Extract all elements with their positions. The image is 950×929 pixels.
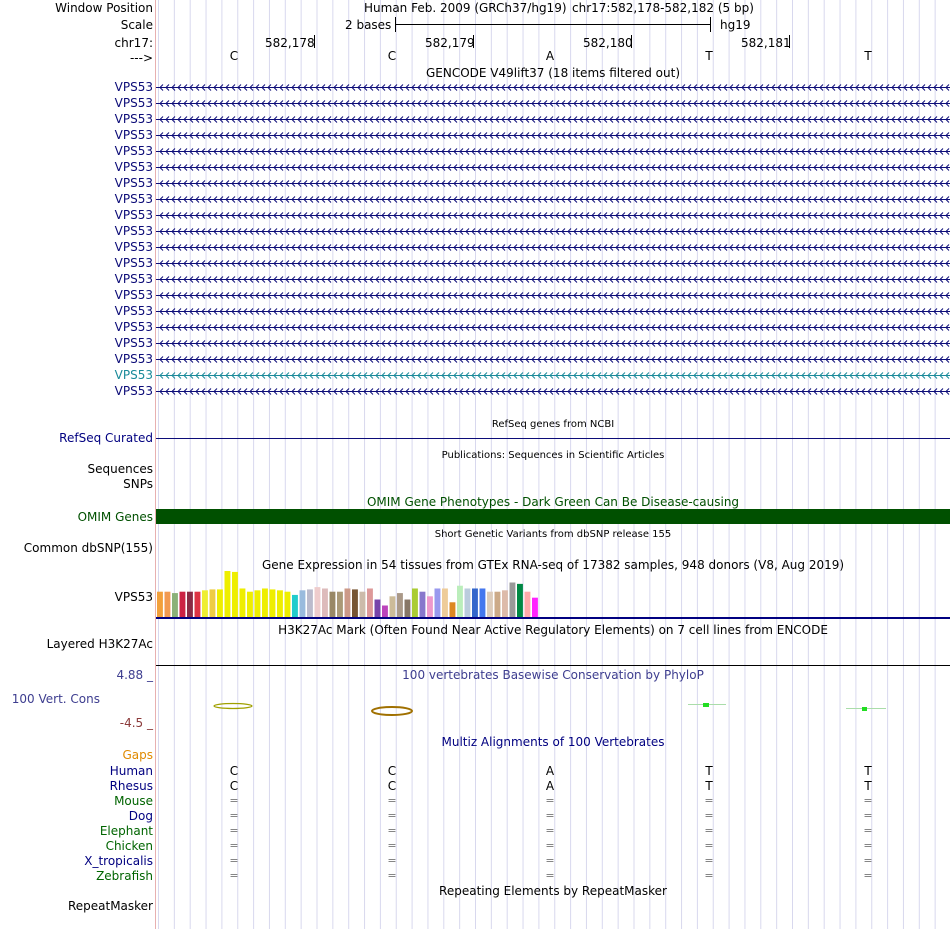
gtex-bar	[420, 592, 426, 617]
cons-min-label: -4.5 _	[119, 716, 153, 730]
alignment-base: =	[387, 809, 397, 822]
coord-label: 582,180	[583, 36, 633, 50]
ruler-base: T	[864, 49, 872, 63]
alignment-base: =	[229, 824, 239, 837]
alignment-base: =	[229, 809, 239, 822]
gtex-track-title[interactable]: Gene Expression in 54 tissues from GTEx RNA-seq of 17382 samples, 948 donors (V8, Aug 2019)	[261, 558, 845, 572]
species-label[interactable]: Chicken	[105, 839, 153, 853]
gtex-bar	[360, 592, 366, 617]
position-text: chr17:582,178-582,182 (5 bp)	[572, 1, 754, 15]
gtex-bar	[382, 606, 388, 618]
alignment-base: =	[704, 854, 714, 867]
alignment-base: A	[545, 779, 555, 793]
alignment-base: =	[229, 854, 239, 867]
multiz-track-title[interactable]: Multiz Alignments of 100 Vertebrates	[441, 735, 665, 749]
alignment-base: A	[545, 764, 555, 778]
cons-max-label: 4.88 _	[116, 668, 153, 682]
cons-track-label[interactable]: 100 Vert. Cons	[11, 692, 100, 706]
alignment-base: =	[704, 824, 714, 837]
refseq-track-label[interactable]: RefSeq Curated	[59, 431, 153, 445]
gencode-item-label[interactable]: VPS53	[114, 368, 153, 382]
gtex-bar	[435, 588, 441, 617]
phylop-mark	[862, 707, 867, 711]
gtex-bar	[352, 589, 358, 617]
gtex-bar	[270, 589, 276, 617]
gtex-bar	[427, 596, 433, 617]
alignment-base: C	[387, 779, 397, 793]
gtex-bar	[367, 588, 373, 617]
gtex-bar	[457, 586, 463, 617]
gtex-bar	[217, 589, 223, 617]
chrom-label: chr17:	[114, 36, 153, 50]
gtex-bar	[390, 596, 396, 617]
gtex-bar	[255, 590, 261, 617]
gencode-item-label[interactable]: VPS53	[114, 272, 153, 286]
gtex-bar	[210, 589, 216, 617]
gtex-bar	[450, 602, 456, 617]
alignment-base: T	[705, 779, 713, 793]
alignment-base: =	[545, 824, 555, 837]
species-label[interactable]: Zebrafish	[96, 869, 153, 883]
alignment-base: C	[229, 764, 239, 778]
alignment-base: =	[545, 809, 555, 822]
alignment-base: C	[387, 764, 397, 778]
sequences-label[interactable]: Sequences	[87, 462, 153, 476]
ruler-base: A	[545, 49, 555, 63]
alignment-base: =	[545, 854, 555, 867]
gtex-bar	[292, 595, 298, 617]
gtex-bar	[525, 592, 531, 617]
gencode-item-label[interactable]: VPS53	[114, 240, 153, 254]
alignment-base: =	[229, 794, 239, 807]
alignment-base: =	[387, 839, 397, 852]
alignment-base: =	[387, 824, 397, 837]
species-label[interactable]: Rhesus	[109, 779, 153, 793]
gtex-bar	[262, 588, 268, 617]
species-label[interactable]: Human	[109, 764, 153, 778]
strand-label: --->	[129, 51, 153, 65]
ruler-base: C	[387, 49, 397, 63]
gencode-item-label[interactable]: VPS53	[114, 224, 153, 238]
species-label[interactable]: X_tropicalis	[84, 854, 153, 868]
alignment-base: =	[704, 794, 714, 807]
gencode-item-label[interactable]: VPS53	[114, 208, 153, 222]
gencode-item-label[interactable]: VPS53	[114, 128, 153, 142]
gtex-bar	[315, 587, 321, 617]
gtex-bar	[277, 590, 283, 617]
scale-text: 2 bases	[345, 18, 392, 32]
alignment-base: =	[704, 869, 714, 882]
alignment-base: =	[863, 824, 873, 837]
gtex-bar	[487, 592, 493, 617]
gtex-bar	[300, 590, 306, 617]
alignment-base: =	[863, 794, 873, 807]
gtex-bar	[330, 592, 336, 617]
gencode-item-label[interactable]: VPS53	[114, 320, 153, 334]
species-label[interactable]: Elephant	[99, 824, 153, 838]
gencode-item-label[interactable]: VPS53	[114, 304, 153, 318]
ruler-base: T	[705, 49, 713, 63]
gtex-bar	[172, 593, 178, 617]
gtex-bar	[405, 600, 411, 617]
gtex-bar	[195, 592, 201, 617]
cons-track-title[interactable]: 100 vertebrates Basewise Conservation by PhyloP	[402, 668, 704, 682]
gtex-bar	[412, 588, 418, 617]
gtex-bar	[502, 590, 508, 617]
alignment-base: =	[387, 794, 397, 807]
alignment-base: =	[387, 854, 397, 867]
gencode-item-label[interactable]: VPS53	[114, 256, 153, 270]
phylop-mark	[372, 707, 412, 715]
gtex-bar	[480, 588, 486, 617]
dbsnp-track-label[interactable]: Common dbSNP(155)	[23, 541, 153, 555]
gtex-bar	[472, 588, 478, 617]
alignment-base: =	[863, 854, 873, 867]
gencode-track-title[interactable]: GENCODE V49lift37 (18 items filtered out)	[425, 66, 680, 80]
gtex-bar	[397, 593, 403, 617]
alignment-base: =	[387, 869, 397, 882]
gtex-bar	[157, 592, 163, 617]
gencode-item-label[interactable]: VPS53	[114, 144, 153, 158]
alignment-base: =	[863, 809, 873, 822]
gtex-bar	[240, 588, 246, 617]
gencode-item-label[interactable]: VPS53	[114, 384, 153, 398]
gtex-bar	[225, 571, 231, 617]
alignment-base: =	[704, 839, 714, 852]
alignment-base: =	[229, 839, 239, 852]
coord-label: 582,179	[425, 36, 475, 50]
snps-label[interactable]: SNPs	[123, 477, 153, 491]
gtex-bar	[495, 592, 501, 617]
alignment-base: T	[864, 764, 872, 778]
gencode-item-label[interactable]: VPS53	[114, 192, 153, 206]
gtex-bar	[165, 592, 171, 617]
coord-label: 582,181	[741, 36, 791, 50]
gtex-bar	[375, 600, 381, 617]
h3k27ac-track-label[interactable]: Layered H3K27Ac	[46, 637, 153, 651]
repeatmasker-track-label[interactable]: RepeatMasker	[67, 899, 153, 913]
alignment-base: =	[704, 809, 714, 822]
repeatmasker-track-title[interactable]: Repeating Elements by RepeatMasker	[439, 884, 667, 898]
alignment-base: T	[864, 779, 872, 793]
gtex-bar	[232, 572, 238, 617]
gtex-bar	[180, 592, 186, 617]
refseq-track-title[interactable]: RefSeq genes from NCBI	[491, 419, 615, 430]
gencode-item-label[interactable]: VPS53	[114, 336, 153, 350]
omim-bar	[156, 509, 950, 524]
gencode-item-label[interactable]: VPS53	[114, 288, 153, 302]
gtex-bar	[510, 583, 516, 618]
gtex-bar	[517, 584, 523, 617]
gencode-item-label[interactable]: VPS53	[114, 112, 153, 126]
gtex-bar	[345, 588, 351, 617]
alignment-base: =	[229, 869, 239, 882]
db-text: hg19	[720, 18, 751, 32]
gencode-item-label[interactable]: VPS53	[114, 80, 153, 94]
phylop-mark	[703, 703, 709, 707]
gtex-bar	[532, 598, 538, 617]
gtex-gene-label[interactable]: VPS53	[114, 590, 153, 604]
alignment-base: C	[229, 779, 239, 793]
gtex-bar	[285, 592, 291, 617]
gtex-bar	[187, 592, 193, 617]
gtex-bar	[465, 588, 471, 617]
alignment-base: =	[545, 839, 555, 852]
gtex-bar	[442, 588, 448, 617]
gtex-bar	[202, 590, 208, 617]
dbsnp-track-title[interactable]: Short Genetic Variants from dbSNP release 155	[434, 529, 672, 540]
gtex-bar	[307, 589, 313, 617]
alignment-base: =	[545, 794, 555, 807]
gtex-bar	[337, 592, 343, 617]
gtex-bar	[247, 592, 253, 617]
species-label[interactable]: Dog	[128, 809, 153, 823]
publications-track-title[interactable]: Publications: Sequences in Scientific Articles	[441, 450, 665, 461]
window-position-label: Window Position	[55, 1, 153, 15]
h3k27ac-track-title[interactable]: H3K27Ac Mark (Often Found Near Active Regulatory Elements) on 7 cell lines from ENCODE	[278, 623, 828, 637]
omim-track-title[interactable]: OMIM Gene Phenotypes - Dark Green Can Be Disease-causing	[366, 495, 740, 509]
species-label[interactable]: Mouse	[114, 794, 153, 808]
omim-track-label[interactable]: OMIM Genes	[77, 510, 153, 524]
gencode-item-label[interactable]: VPS53	[114, 176, 153, 190]
alignment-base: =	[863, 839, 873, 852]
gencode-item-label[interactable]: VPS53	[114, 160, 153, 174]
coord-label: 582,178	[265, 36, 315, 50]
scale-label: Scale	[120, 18, 153, 32]
alignment-base: T	[705, 764, 713, 778]
gtex-bar	[322, 588, 328, 617]
gencode-item-label[interactable]: VPS53	[114, 352, 153, 366]
gencode-item-label[interactable]: VPS53	[114, 96, 153, 110]
alignment-base: =	[863, 869, 873, 882]
gaps-label[interactable]: Gaps	[122, 748, 153, 762]
assembly-text: Human Feb. 2009 (GRCh37/hg19)	[364, 1, 567, 15]
ruler-base: C	[229, 49, 239, 63]
phylop-mark	[214, 704, 252, 709]
alignment-base: =	[545, 869, 555, 882]
